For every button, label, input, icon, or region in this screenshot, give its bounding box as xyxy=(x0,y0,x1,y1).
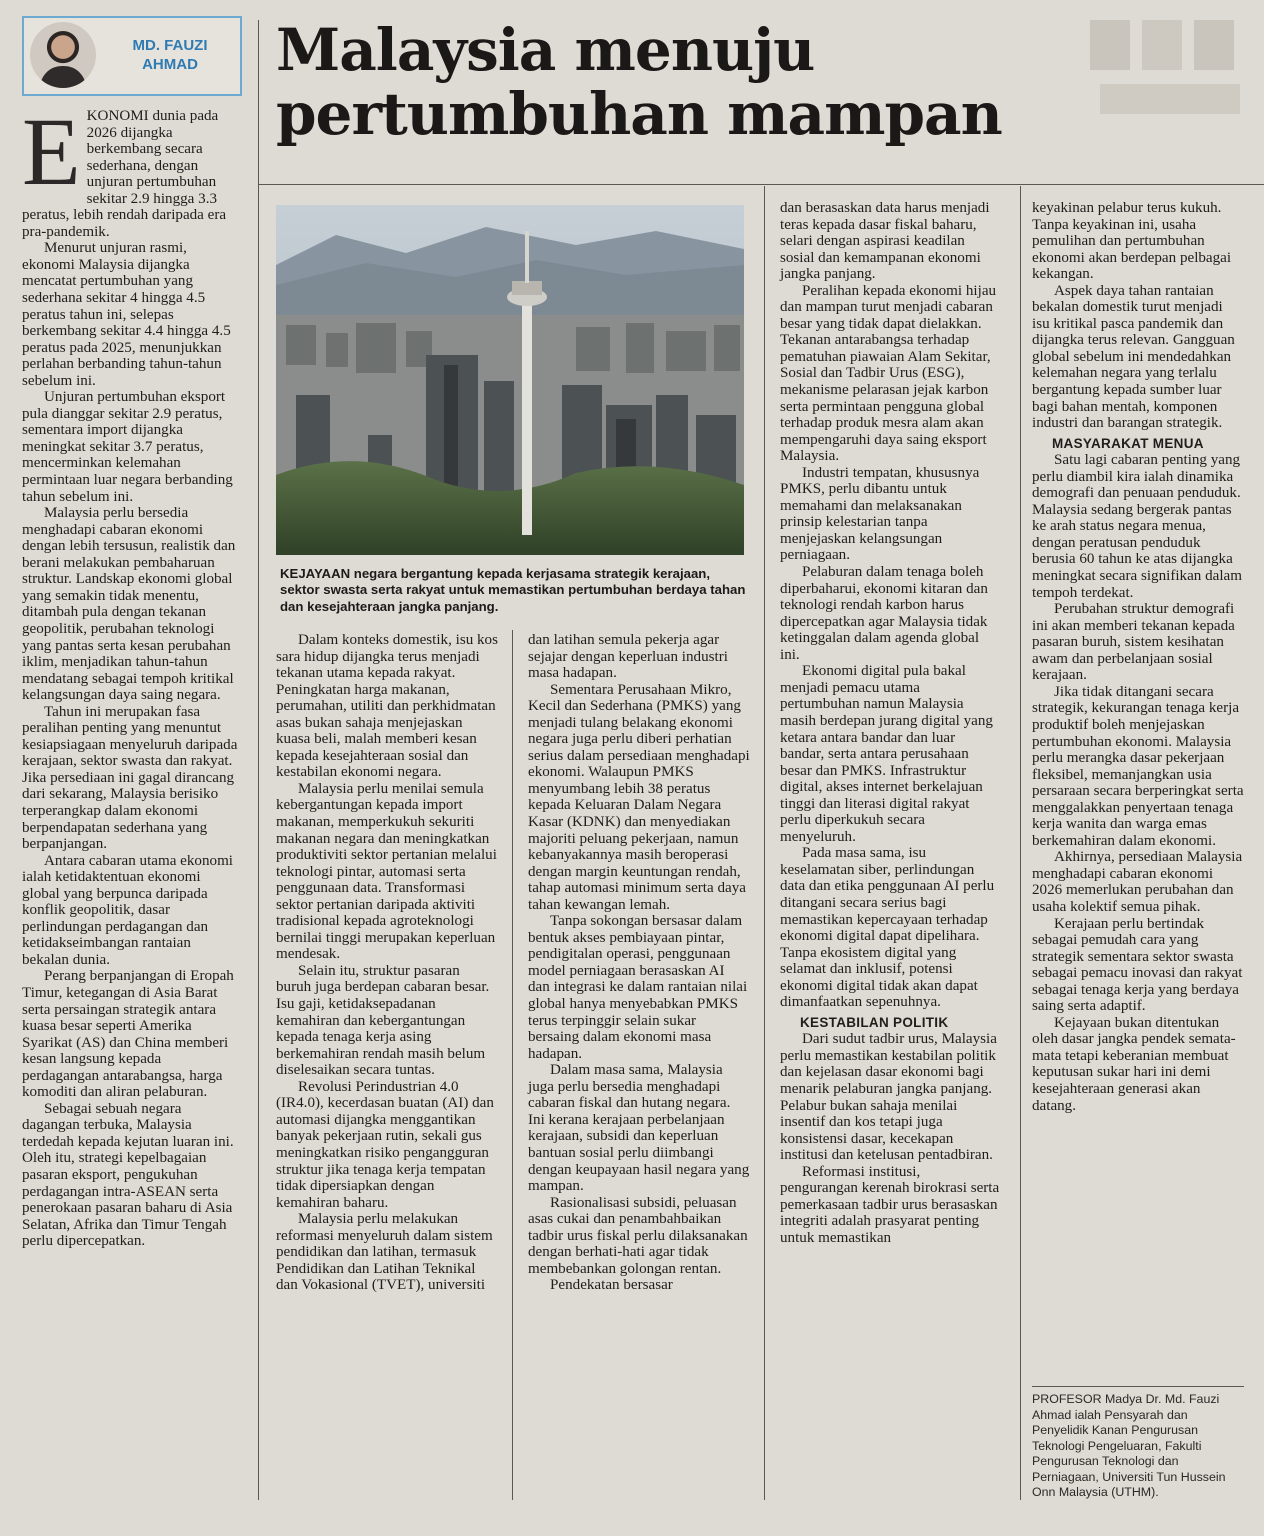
headline-line2: pertumbuhan mampan xyxy=(276,80,1002,148)
bleed-shapes xyxy=(1080,0,1264,140)
column-1 xyxy=(22,98,238,1250)
author-box xyxy=(22,16,242,96)
col1-p1-text: KONOMI dunia pada 2026 dijangka berkembang secara sederhana, dengan unjuran pertumbuhan sekitar 2.9 hingga 3.3 peratus, lebih rendah daripada era pra-pandemik. xyxy=(22,108,227,240)
col1-paragraph-2: Menurut unjuran rasmi, ekonomi Malaysia dijangka mencatat pertumbuhan yang sederhana sekitar 4 hingga 4.5 peratus tahun ini, selepas berkembang sekitar 4.4 hingga 4.5 peratus pada 2025, menunjukkan perlahan berbanding tahun-tahun sebelum ini. xyxy=(22,240,231,389)
drop-cap: E xyxy=(22,98,81,205)
col4-paragraph-6: Pada masa sama, isu keselamatan siber, perlindungan data dan etika penggunaan AI perlu ditangani secara serius bagi memastikan kepercayaan terhadap ekonomi digital dapat dipelihara. Tanpa ekosistem digital yang selamat dan inklusif, potensi ekonomi digital tidak akan dapat dimanfaatkan sepenuhnya. xyxy=(780,845,995,1011)
col3-paragraph-2: Sementara Perusahaan Mikro, Kecil dan Sederhana (PMKS) yang menjadi tulang belakang ekonomi negara juga perlu diberi perhatian serius dalam persediaan menghadapi ekonomi. Walaupun PMKS menyumbang lebih 38 peratus kepada Keluaran Dalam Negara Kasar (KDNK) dan menyediakan majoriti peluang pekerjaan, namun kebanyakannya masih beroperasi dengan margin keuntungan rendah, tahap automasi minimum serta daya tahan kewangan lemah. xyxy=(528,681,750,913)
col3-paragraph-5: Rasionalisasi subsidi, peluasan asas cukai dan penambahbaikan tadbir urus fiskal perlu dilaksanakan dengan berhati-hati agar tidak membebankan golongan rentan. xyxy=(528,1194,748,1277)
col4-paragraph-4: Pelaburan dalam tenaga boleh diperbaharui, ekonomi kitaran dan teknologi rendah karbon harus dipercepatkan agar Malaysia tidak ketinggalan dalam agenda global ini. xyxy=(780,564,988,663)
col2-paragraph-5: Malaysia perlu melakukan reformasi menyeluruh dalam sistem pendidikan dan latihan, termasuk Pendidikan dan Latihan Teknikal dan Vokasional (TVET), universiti xyxy=(276,1211,493,1294)
headline-line1: Malaysia menuju xyxy=(276,16,815,84)
author-name-line2: AHMAD xyxy=(142,56,198,73)
col4-paragraph-2: Peralihan kepada ekonomi hijau dan mampan turut menjadi cabaran besar yang tidak dapat dielakkan. Tekanan antarabangsa terhadap pematuhan piawaian Alam Sekitar, Sosial dan Tadbir Urus (ESG), mekanisme pelarasan jejak karbon serta permintaan pengguna global terhadap produk mesra alam akan mempengaruhi daya saing eksport Malaysia. xyxy=(780,282,997,465)
col5-paragraph-4: Perubahan struktur demografi ini akan memberi tekanan kepada pasaran buruh, sistem kesihatan awam dan perbelanjaan sosial kerajaan. xyxy=(1032,601,1235,684)
city-skyline-image xyxy=(276,205,744,555)
col3-paragraph-3: Tanpa sokongan bersasar dalam bentuk akses pembiayaan pintar, pendigitalan operasi, penggunaan model perniagaan berasaskan AI dan integrasi ke dalam rantaian nilai global hanya menyebabkan PMKS terus terpinggir selain sukar bersaing dalam ekonomi masa hadapan. xyxy=(528,913,748,1062)
author-bio: PROFESOR Madya Dr. Md. Fauzi Ahmad ialah Pensyarah dan Penyelidik Kanan Pengurusan Teknologi Pengeluaran, Fakulti Pengurusan Teknologi dan Perniagaan, Universiti Tun Hussein Onn Malaysia (UTHM). xyxy=(1032,1392,1226,1499)
author-name-line1: MD. FAUZI xyxy=(132,37,208,54)
adjacent-page-bleed xyxy=(1080,0,1264,140)
col2-paragraph-1: Dalam konteks domestik, isu kos sara hidup dijangka terus menjadi tekanan utama kepada rakyat. Peningkatan harga makanan, perumahan, utiliti dan perkhidmatan asas bukan sahaja menjejaskan kuasa beli, malah memberi kesan kepada kesejahteraan sosial dan kestabilan ekonomi negara. xyxy=(276,632,498,781)
col4-paragraph-7: Dari sudut tadbir urus, Malaysia perlu memastikan kestabilan politik dan kejelasan dasar ekonomi bagi menarik pelaburan jangka panjang. Pelabur bukan sahaja menilai insentif dan kos tetapi juga konsistensi dasar, kecekapan institusi dan ketelusan pentadbiran. xyxy=(780,1031,997,1164)
col5-paragraph-6: Akhirnya, persediaan Malaysia menghadapi cabaran ekonomi 2026 memerlukan perubahan dan usaha kolektif semua pihak. xyxy=(1032,849,1243,915)
col5-paragraph-8: Kejayaan bukan ditentukan oleh dasar jangka pendek semata-mata tetapi keberanian membuat keputusan sukar hari ini demi kesejahteraan generasi akan datang. xyxy=(1032,1014,1236,1114)
col3-paragraph-6: Pendekatan bersasar xyxy=(550,1277,673,1294)
column-rule-3 xyxy=(764,186,765,1500)
col5-paragraph-3: Satu lagi cabaran penting yang perlu diambil kira ialah dinamika demografi dan penuaan penduduk. Malaysia sedang bergerak pantas ke arah status negara menua, dengan peratusan penduduk berusia 60 tahun ke atas dijangka meningkat secara signifikan dalam tempoh terdekat. xyxy=(1032,452,1242,601)
col5-paragraph-5: Jika tidak ditangani secara strategik, kekurangan tenaga kerja produktif boleh menjejaskan pertumbuhan ekonomi. Malaysia perlu merangka dasar pekerjaan fleksibel, memanjangkan usia persaraan secara berperingkat serta menggalakkan penyertaan tenaga kerja wanita dan warga emas berkemahiran dalam ekonomi. xyxy=(1032,683,1244,849)
column-5 xyxy=(1032,200,1244,1114)
headline-rule xyxy=(258,184,1264,185)
col1-paragraph-5: Tahun ini merupakan fasa peralihan penting yang menuntut kesiapsiagaan menyeluruh daripada kerajaan, sektor swasta dan rakyat. Jika persediaan ini gagal dirancang dari sekarang, Malaysia berisiko terperangkap dalam ekonomi berpendapatan sederhana yang berpanjangan. xyxy=(22,703,238,853)
photo-caption: KEJAYAAN negara bergantung kepada kerjasama strategik kerajaan, sektor swasta serta rakyat untuk memastikan pertumbuhan berdaya tahan dan kesejahteraan jangka panjang. xyxy=(280,566,746,614)
col2-paragraph-2: Malaysia perlu menilai semula kebergantungan kepada import makanan, memperkukuh sekuriti makanan negara dan meningkatkan produktiviti sektor pertanian melalui teknologi pintar, automasi serta penggunaan data. Transformasi sektor pertanian daripada aktiviti tradisional kepada agroteknologi bernilai tinggi merupakan keperluan mendesak. xyxy=(276,780,497,963)
col5-paragraph-2: Aspek daya tahan rantaian bekalan domestik turut menjadi isu kritikal pasca pandemik dan dijangka terus relevan. Gangguan global sebelum ini mendedahkan kelemahan negara yang terlalu bergantung kepada sumber luar bagi bahan mentah, komponen industri dan barangan strategik. xyxy=(1032,282,1235,432)
col3-paragraph-1: dan latihan semula pekerja agar sejajar dengan keperluan industri masa hadapan. xyxy=(528,632,728,682)
col5-paragraph-7: Kerajaan perlu bertindak sebagai pemudah cara yang strategik sementara sektor swasta sebagai pemacu inovasi dan rakyat sebagai tenaga kerja yang berdaya saing serta adaptif. xyxy=(1032,915,1243,1015)
column-3 xyxy=(528,632,750,1294)
col1-paragraph-6: Antara cabaran utama ekonomi ialah ketidaktentuan ekonomi global yang berpunca daripada konflik geopolitik, dasar perlindungan perdagangan dan ketidakseimbangan rantaian bekalan dunia. xyxy=(22,852,234,968)
col5-paragraph-1: keyakinan pelabur terus kukuh. Tanpa keyakinan ini, usaha pemulihan dan pertumbuhan ekonomi akan berdepan pelbagai kekangan. xyxy=(1032,200,1232,283)
column-rule-5 xyxy=(1020,186,1021,1500)
col1-paragraph-1 xyxy=(22,98,238,240)
headline xyxy=(276,18,1076,146)
col4-paragraph-3: Industri tempatan, khususnya PMKS, perlu dibantu untuk memahami dan melaksanakan prinsip kelestarian tanpa menjejaskan kelangsungan perniagaan. xyxy=(780,464,980,564)
col1-paragraph-8: Sebagai sebuah negara dagangan terbuka, Malaysia terdedah kepada kejutan luaran ini. Oleh itu, strategi kepelbagaian pasaran eksport, pengukuhan perdagangan intra-ASEAN serta penerokaan pasaran baharu di Asia Selatan, Afrika dan Timur Tengah perlu dipercepatkan. xyxy=(22,1100,234,1250)
column-rule-1 xyxy=(258,20,259,1500)
col4-paragraph-8: Reformasi institusi, pengurangan kerenah birokrasi serta pemerkasaan tadbir urus berasaskan integriti adalah prasyarat penting untuk memastikan xyxy=(780,1163,1000,1246)
column-rule-2 xyxy=(512,630,513,1500)
column-2 xyxy=(276,632,498,1294)
col2-paragraph-4: Revolusi Perindustrian 4.0 (IR4.0), kecerdasan buatan (AI) dan automasi dijangka menggantikan banyak pekerjaan rutin, sekali gus meningkatkan risiko pengangguran struktur jika tenaga kerja tempatan tidak dipersiapkan dengan kemahiran baharu. xyxy=(276,1078,494,1211)
col1-paragraph-7: Perang berpanjangan di Eropah Timur, ketegangan di Asia Barat serta persaingan strategik antara kuasa besar seperti Amerika Syarikat (AS) dan China memberi kesan langsung kepada perdagangan antarabangsa, harga komoditi dan aliran pelaburan. xyxy=(22,968,234,1101)
subheading-masyarakat-menua: MASYARAKAT MENUA xyxy=(1052,435,1204,451)
author-portrait-icon xyxy=(30,22,96,88)
col3-paragraph-4: Dalam masa sama, Malaysia juga perlu bersedia menghadapi cabaran fiskal dan hutang negara. Ini kerana kerajaan perbelanjaan kerajaan, subsidi dan keperluan bantuan sosial perlu diimbangi dengan keupayaan hasil negara yang mampan. xyxy=(528,1062,750,1195)
author-name xyxy=(108,36,232,74)
col4-paragraph-5: Ekonomi digital pula bakal menjadi pemacu utama pertumbuhan namun Malaysia masih berdepan jurang digital yang ketara antara bandar dan luar bandar, serta antara perusahaan besar dan PMKS. Infrastruktur digital, akses internet berkelajuan tinggi dan literasi digital rakyat perlu diperkukuh secara menyeluruh. xyxy=(780,663,993,845)
subheading-kestabilan-politik: KESTABILAN POLITIK xyxy=(800,1014,949,1030)
col1-paragraph-4: Malaysia perlu bersedia menghadapi cabaran ekonomi dengan lebih tersusun, realistik dan berani melakukan pembaharuan struktur. Landskap ekonomi global yang semakin tidak menentu, ditambah pula dengan tekanan geopolitik, perubahan teknologi yang pantas serta kesan perubahan iklim, menjadikan tahun-tahun mendatang sebagai tempoh kritikal kelangsungan daya saing negara. xyxy=(22,505,236,704)
col4-paragraph-1: dan berasaskan data harus menjadi teras kepada dasar fiskal baharu, selari dengan aspirasi keadilan sosial dan kemampanan ekonomi jangka panjang. xyxy=(780,200,990,283)
bio-rule xyxy=(1032,1386,1244,1387)
col2-paragraph-3: Selain itu, struktur pasaran buruh juga berdepan cabaran besar. Isu gaji, ketidaksepadanan kemahiran dan kebergantungan kepada tenaga kerja asing berkemahiran rendah masih belum diselesaikan secara tuntas. xyxy=(276,962,490,1079)
kl-skyline-photo xyxy=(276,205,744,555)
column-4 xyxy=(780,200,1000,1246)
col1-paragraph-3: Unjuran pertumbuhan eksport pula dianggar sekitar 2.9 peratus, sementara import dijangka meningkat sekitar 3.7 peratus, mencerminkan kelemahan permintaan luar negara berbanding tahun sebelum ini. xyxy=(22,389,233,505)
